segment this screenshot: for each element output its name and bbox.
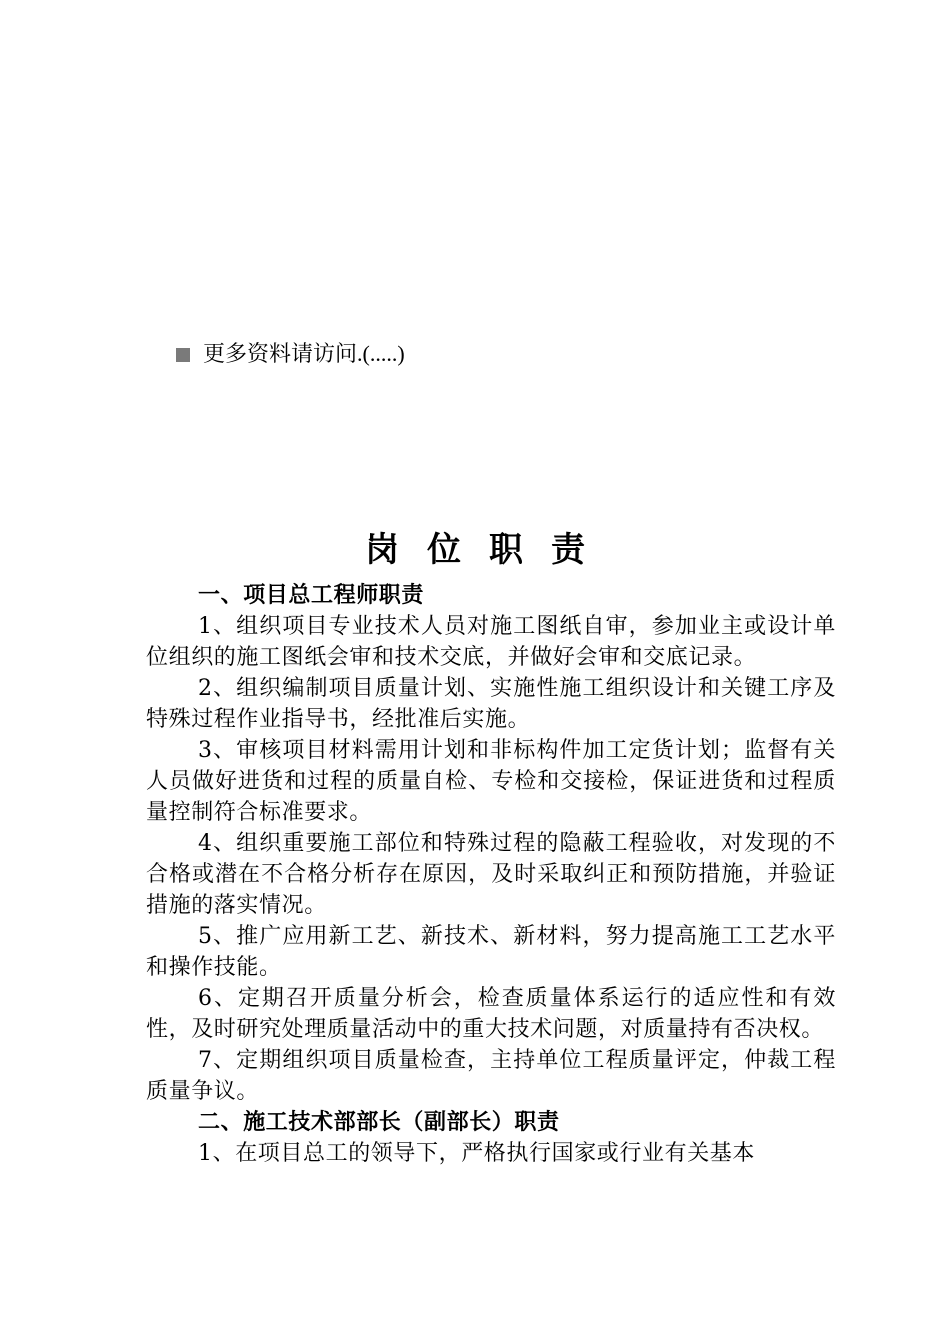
duty-item: 1、组织项目专业技术人员对施工图纸自审，参加业主或设计单位组织的施工图纸会审和技术交底，并做好会审和交底记录。 xyxy=(146,614,836,670)
duty-item: 1、在项目总工的领导下，严格执行国家或行业有关基本 xyxy=(198,1141,755,1166)
resource-link-text: 更多资料请访问.(.....) xyxy=(203,341,405,366)
duty-item: 5、推广应用新工艺、新技术、新材料，努力提高施工工艺水平和操作技能。 xyxy=(146,924,836,980)
duty-item: 4、组织重要施工部位和特殊过程的隐蔽工程验收，对发现的不合格或潜在不合格分析存在原因，及时采取纠正和预防措施，并验证措施的落实情况。 xyxy=(146,831,836,918)
duty-item: 3、审核项目材料需用计划和非标构件加工定货计划；监督有关人员做好进货和过程的质量自检、专检和交接检，保证进货和过程质量控制符合标准要求。 xyxy=(146,738,836,825)
duty-item: 7、定期组织项目质量检查，主持单位工程质量评定，仲裁工程质量争议。 xyxy=(146,1048,836,1104)
document-title: 岗位职责 xyxy=(365,530,613,570)
section-heading: 二、施工技术部部长（副部长）职责 xyxy=(198,1109,560,1135)
duty-item: 6、定期召开质量分析会，检查质量体系运行的适应性和有效性，及时研究处理质量活动中的重大技术问题，对质量持有否决权。 xyxy=(146,986,836,1042)
resource-link-note xyxy=(176,339,405,369)
section-heading: 一、项目总工程师职责 xyxy=(198,582,425,608)
square-bullet-icon xyxy=(176,348,190,362)
document-body xyxy=(146,580,836,1169)
duty-item: 2、组织编制项目质量计划、实施性施工组织设计和关键工序及特殊过程作业指导书，经批准后实施。 xyxy=(146,676,836,732)
